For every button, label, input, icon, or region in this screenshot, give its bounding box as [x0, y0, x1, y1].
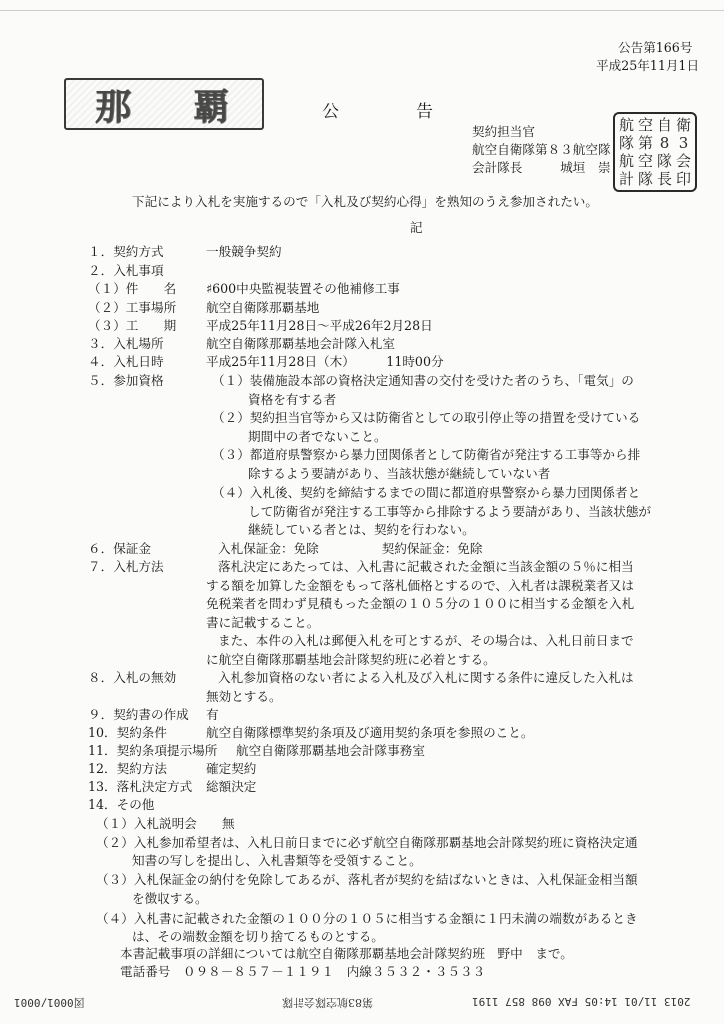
seal-char: 自	[656, 116, 672, 134]
item-4-label: ４．入札日時	[88, 354, 164, 369]
item-10-value: 航空自衛隊標準契約条項及び適用契約条項を参照のこと。	[206, 725, 534, 740]
item-2a-label: （１）件 名	[88, 281, 177, 296]
contact-text: 本書記載事項の詳細については航空自衛隊那覇基地会計隊契約班 野中 まで。	[120, 946, 573, 961]
item-13-label: 13．落札決定方式	[88, 779, 193, 794]
item-3-value: 航空自衛隊那覇基地会計隊入札室	[206, 336, 395, 351]
item-11-label: 11．契約条項提示場所	[88, 743, 218, 758]
item-5-3b: 除するよう要請があり、当該状態が継続していない者	[248, 466, 551, 481]
seal-char: 長	[656, 170, 672, 188]
issuer-name: 会計隊長 城垣 崇	[472, 160, 611, 175]
fax-header-line: 2013 11/01 14:05 FAX 098 857 1191	[472, 995, 691, 1008]
seal-char: 空	[637, 152, 653, 170]
item-11-value: 航空自衛隊那覇基地会計隊事務室	[236, 743, 425, 758]
item-2c-label: （３）工 期	[88, 318, 177, 333]
ki-heading: 記	[410, 220, 423, 235]
item-7-line6: に航空自衛隊那覇基地会計隊契約班に必着とする。	[206, 652, 496, 667]
item-14-1: （１）入札説明会 無	[96, 816, 235, 831]
item-14-label: 14．その他	[88, 797, 155, 812]
item-7-line3: 免税業者を問わず見積もった金額の１０５分の１００に相当する金額を入札	[206, 596, 635, 611]
seal-char: 会	[675, 152, 691, 170]
stamp-char-1: 那	[94, 85, 135, 128]
item-7-label: ７．入札方法	[88, 559, 164, 574]
item-8-line2: 無効とする。	[206, 689, 282, 704]
issuer-unit: 航空自衛隊第８３航空隊	[472, 142, 611, 157]
item-5-label: ５．参加資格	[88, 373, 164, 388]
item-8-line1: 入札参加資格のない者による入札及び入札に関する条件に違反した入札は	[218, 670, 634, 685]
item-9-value: 有	[206, 707, 219, 722]
seal-char: 第	[637, 134, 653, 152]
seal-char: 8	[659, 134, 670, 152]
item-14-3a: （３）入札保証金の納付を免除してあるが、落札者が契約を結ばないときは、入札保証金相当額	[96, 872, 638, 887]
fax-page-number: 図0001/0001	[14, 996, 85, 1009]
issuer-title: 契約担当官	[472, 124, 535, 139]
item-7-line4: 書に記載すること。	[206, 615, 320, 630]
seal-char: 計	[618, 170, 634, 188]
item-2c-value: 平成25年11月28日～平成26年2月28日	[206, 318, 433, 333]
item-9-label: ９．契約書の作成	[88, 707, 189, 722]
item-4-value: 平成25年11月28日（木） 11時00分	[206, 354, 444, 369]
fax-sender: 第83航空隊会計隊	[282, 996, 373, 1009]
item-5-4: （４）入札後、契約を締結するまでの間に都道府県警察から暴力団関係者と	[212, 485, 641, 500]
item-5-2b: 期間中の者でないこと。	[248, 429, 387, 444]
item-12-value: 確定契約	[206, 761, 257, 776]
item-2-label: ２．入札事項	[88, 263, 164, 278]
item-10-label: 10．契約条件	[88, 725, 167, 740]
item-14-3b: を徴収する。	[132, 891, 208, 906]
item-5-4c: 継続している者とは、契約を行わない。	[248, 522, 475, 537]
item-7-line2: する額を加算した金額をもって落札価格とするので、入札者は課税業者又は	[206, 578, 634, 593]
seal-char: 空	[637, 116, 653, 134]
naha-stamp	[64, 78, 264, 130]
item-12-label: 12．契約方法	[88, 761, 167, 776]
notice-date: 平成25年11月1日	[596, 58, 700, 73]
item-14-4a: （４）入札書に記載された金額の１００分の１０５に相当する金額に１円未満の端数があるとき	[96, 911, 638, 926]
item-5-3: （３）都道府県警察から暴力団関係者として防衛省が発注する工事等から排	[212, 447, 641, 462]
item-2a-value: ♯600中央監視装置その他補修工事	[206, 281, 400, 296]
item-5-2: （２）契約担当官等から又は防衛省としての取引停止等の措置を受けている	[212, 410, 641, 425]
intro-text: 下記により入札を実施するので「入札及び契約心得」を熟知のうえ参加されたい。	[132, 194, 598, 209]
item-7-line5: また、本件の入札は郵便入札を可とするが、その場合は、入札日前日まで	[218, 633, 634, 648]
contact-phone: 電話番号 ０９８－８５７－１１９１ 内線３５３２・３５３３	[120, 964, 486, 979]
item-5-1: （１）装備施設本部の資格決定通知書の交付を受けた者のうち、「電気」の	[212, 373, 634, 388]
notice-number: 公告第166号	[618, 40, 693, 55]
seal-char: 隊	[618, 134, 634, 152]
item-13-value: 総額決定	[206, 779, 257, 794]
item-5-4b: して防衛省が発注する工事等から排除するよう要請があり、当該状態が	[248, 504, 651, 519]
item-7-line1: 落札決定にあたっては、入札書に記載された金額に当該金額の５％に相当	[218, 559, 634, 574]
item-2b-label: （２）工事場所	[88, 300, 177, 315]
item-6-label: ６．保証金	[88, 541, 151, 556]
item-14-2b: 知書の写しを提出し、入札書類等を受領すること。	[132, 853, 422, 868]
seal-char: 3	[678, 134, 689, 152]
item-5-1b: 資格を有する者	[248, 392, 337, 407]
seal-char: 隊	[656, 152, 672, 170]
seal-char: 航	[618, 116, 634, 134]
item-6-value: 入札保証金：免除 契約保証金：免除	[218, 541, 483, 556]
item-14-4b: は、その端数金額を切り捨てるものとする。	[132, 929, 384, 944]
seal-char: 航	[618, 152, 634, 170]
stamp-char-2: 覇	[192, 85, 233, 128]
item-3-label: ３．入札場所	[88, 336, 164, 351]
official-seal	[613, 112, 697, 192]
scan-edge-line	[0, 10, 724, 11]
item-14-2a: （２）入札参加希望者は、入札日前日までに必ず航空自衛隊那覇基地会計隊契約班に資格決定通	[96, 835, 638, 850]
page-title: 公 告	[322, 102, 463, 122]
seal-char: 印	[675, 170, 691, 188]
item-1-label: １．契約方式	[88, 244, 164, 259]
seal-char: 衛	[675, 116, 691, 134]
seal-char: 隊	[637, 170, 653, 188]
item-8-label: ８．入札の無効	[88, 670, 177, 685]
item-2b-value: 航空自衛隊那覇基地	[206, 300, 320, 315]
item-1-value: 一般競争契約	[206, 244, 282, 259]
